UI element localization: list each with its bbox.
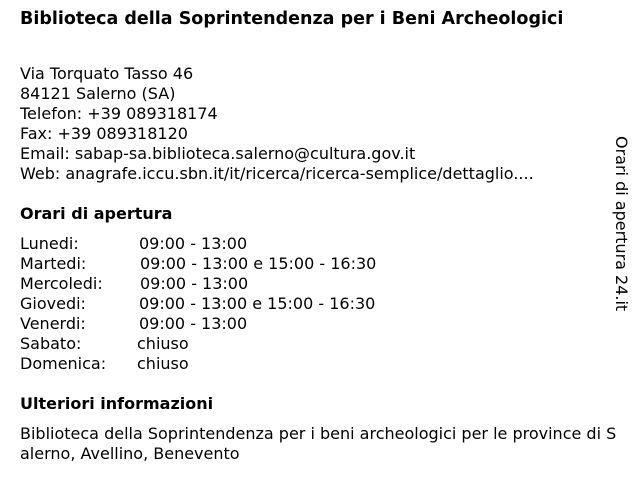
day-label: Mercoledi: <box>20 274 103 293</box>
day-label: Martedi: <box>20 254 87 273</box>
contact-block <box>20 64 534 184</box>
day-label: Giovedi: <box>20 294 86 313</box>
hours-value: 09:00 - 13:00 <box>140 274 249 293</box>
address-street: Via Torquato Tasso 46 <box>20 64 194 83</box>
day-label: Domenica: <box>20 354 107 373</box>
hours-value: 09:00 - 13:00 <box>139 234 248 253</box>
hours-value: chiuso <box>137 354 189 373</box>
phone-number: Telefon: +39 089318174 <box>20 104 218 123</box>
day-label: Venerdi: <box>20 314 86 333</box>
site-watermark: Orari di apertura 24.it <box>612 136 631 312</box>
email-address: Email: sabap-sa.biblioteca.salerno@cultura.gov.it <box>20 144 416 163</box>
hours-value: 09:00 - 13:00 <box>139 314 248 333</box>
hours-value: 09:00 - 13:00 e 15:00 - 16:30 <box>139 294 376 313</box>
opening-hours-heading: Orari di apertura <box>20 204 173 223</box>
day-label: Sabato: <box>20 334 82 353</box>
address-city: 84121 Salerno (SA) <box>20 84 176 103</box>
hours-value: chiuso <box>137 334 189 353</box>
website-link[interactable]: Web: anagrafe.iccu.sbn.it/it/ricerca/ricerca-semplice/dettaglio.... <box>20 164 534 183</box>
hours-value: 09:00 - 13:00 e 15:00 - 16:30 <box>140 254 377 273</box>
day-label: Lunedi: <box>20 234 79 253</box>
fax-number: Fax: +39 089318120 <box>20 124 188 143</box>
page-title: Biblioteca della Soprintendenza per i Beni Archeologici <box>20 9 564 29</box>
additional-info-text: Biblioteca della Soprintendenza per i beni archeologici per le province di Salerno, Avellino, Benevento <box>20 424 617 463</box>
additional-info-heading: Ulteriori informazioni <box>20 394 214 413</box>
